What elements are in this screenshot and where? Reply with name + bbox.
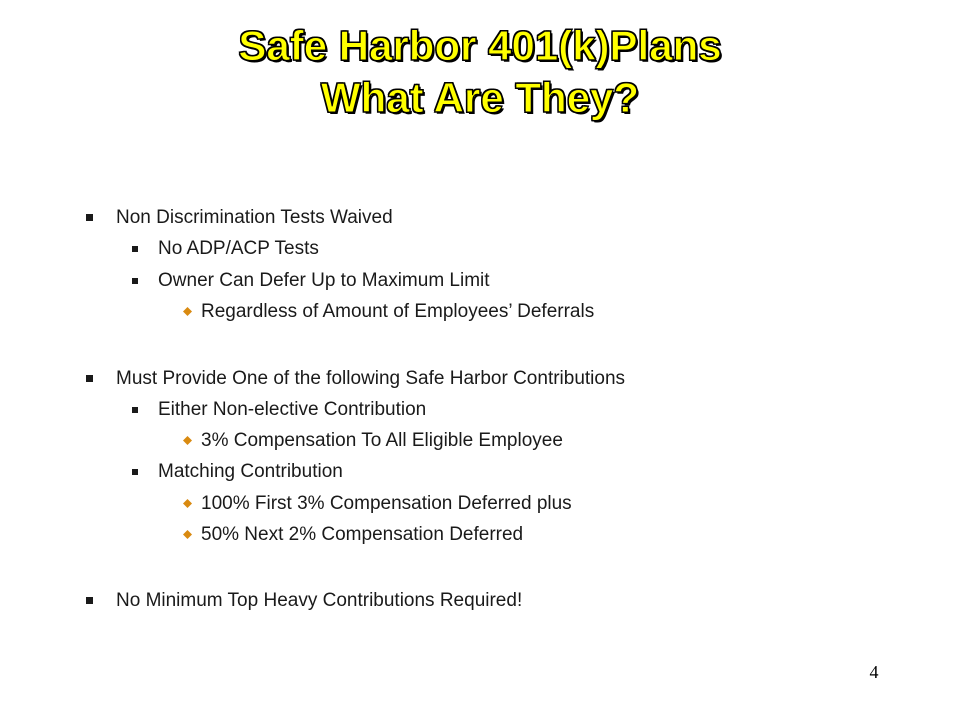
diamond-bullet-icon <box>183 499 192 508</box>
title-line-1: Safe Harbor 401(k)Plans <box>238 22 722 69</box>
bullet-item <box>116 366 625 392</box>
bullet-item <box>116 588 522 614</box>
square-bullet-icon <box>86 375 93 382</box>
bullet-item <box>201 428 563 454</box>
bullet-text: Non Discrimination Tests Waived <box>116 207 393 228</box>
bullet-text: Owner Can Defer Up to Maximum Limit <box>158 270 490 291</box>
bullet-text: Regardless of Amount of Employees’ Deferrals <box>201 301 595 322</box>
diamond-bullet-icon <box>183 307 192 316</box>
title-line-2: What Are They? <box>320 74 640 121</box>
bullet-item <box>201 491 572 517</box>
bullet-item <box>158 268 490 294</box>
bullet-text: 50% Next 2% Compensation Deferred <box>201 524 524 545</box>
square-bullet-icon <box>132 246 138 252</box>
bullet-item <box>158 236 319 262</box>
page-number: 4 <box>869 662 879 682</box>
bullet-item <box>158 459 343 485</box>
bullet-text: No Minimum Top Heavy Contributions Required! <box>116 590 523 611</box>
square-bullet-icon <box>132 407 138 413</box>
square-bullet-icon <box>132 278 138 284</box>
bullet-text: 100% First 3% Compensation Deferred plus <box>201 493 572 514</box>
bullet-text: Must Provide One of the following Safe Harbor Contributions <box>116 368 626 389</box>
square-bullet-icon <box>86 214 93 221</box>
bullet-item <box>201 299 594 325</box>
bullet-text: 3% Compensation To All Eligible Employee <box>201 430 563 451</box>
bullet-item <box>201 522 523 548</box>
square-bullet-icon <box>132 469 138 475</box>
square-bullet-icon <box>86 597 93 604</box>
diamond-bullet-icon <box>183 436 192 445</box>
bullet-text: Matching Contribution <box>158 461 343 482</box>
bullet-item <box>158 397 426 423</box>
diamond-bullet-icon <box>183 530 192 539</box>
bullet-text: Either Non-elective Contribution <box>158 399 427 420</box>
bullet-text: No ADP/ACP Tests <box>158 238 319 259</box>
bullet-item <box>116 205 393 231</box>
